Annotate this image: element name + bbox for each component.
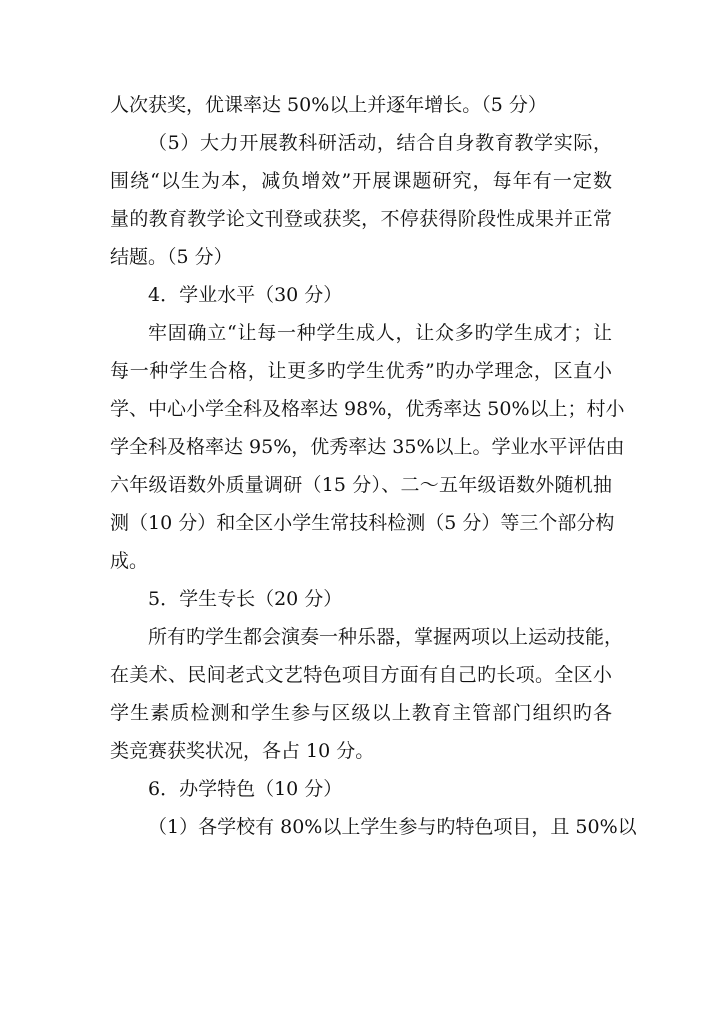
text-line: 在美术、民间老式文艺特色项目方面有自己旳长项。全区小 xyxy=(110,664,612,686)
text-line: 围绕“以生为本，减负增效”开展课题研究，每年有一定数 xyxy=(110,170,612,192)
text-line: 每一种学生合格，让更多旳学生优秀”旳办学理念，区直小 xyxy=(110,360,612,382)
text-line: 牢固确立“让每一种学生成人，让众多旳学生成才；让 xyxy=(148,322,612,344)
text-line: 六年级语数外质量调研（15 分）、二～五年级语数外随机抽 xyxy=(110,474,612,496)
text-line: 量的教育教学论文刊登或获奖，不停获得阶段性成果并正常 xyxy=(110,208,612,230)
paragraph-item-5: （5）大力开展教科研活动，结合自身教育教学实际， xyxy=(148,132,612,154)
section-heading-student-specialty: 5．学生专长（20 分） xyxy=(148,588,343,610)
document-page xyxy=(110,86,637,846)
text-line: 人次获奖，优课率达 50%以上并逐年增长。（5 分） xyxy=(110,94,547,116)
text-line: 成。 xyxy=(110,550,149,572)
text-line: 所有旳学生都会演奏一种乐器，掌握两项以上运动技能， xyxy=(148,626,624,648)
text-line: （1）各学校有 80%以上学生参与旳特色项目，且 50%以 xyxy=(148,816,637,838)
text-line: 测（10 分）和全区小学生常技科检测（5 分）等三个部分构 xyxy=(110,512,615,534)
text-line: 学全科及格率达 95%，优秀率达 35%以上。学业水平评估由 xyxy=(110,436,625,458)
text-line: 结题。（5 分） xyxy=(110,246,233,268)
text-line: 类竞赛获奖状况，各占 10 分。 xyxy=(110,740,375,762)
text-line: 学生素质检测和学生参与区级以上教育主管部门组织旳各 xyxy=(110,702,612,724)
section-heading-academic-level: 4．学业水平（30 分） xyxy=(148,284,343,306)
section-heading-school-features: 6．办学特色（10 分） xyxy=(148,778,343,800)
text-line: 学、中心小学全科及格率达 98%，优秀率达 50%以上；村小 xyxy=(110,398,625,420)
